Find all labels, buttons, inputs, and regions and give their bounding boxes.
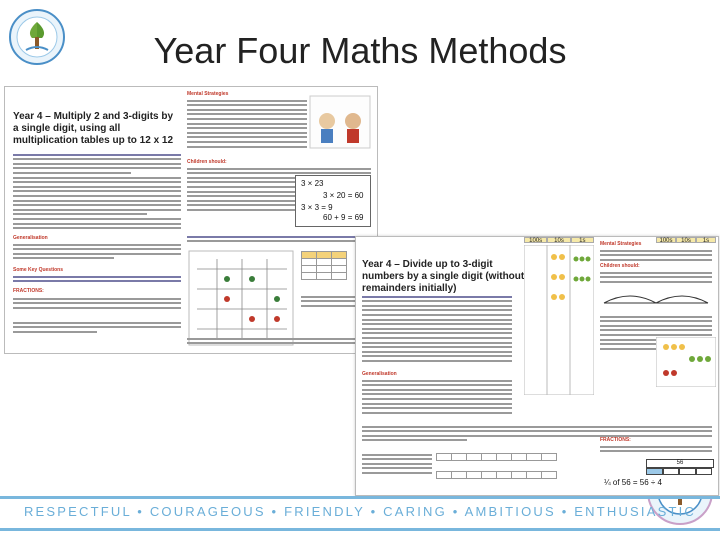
place-value-header — [524, 237, 594, 243]
division-method-sheet — [355, 236, 719, 496]
tens-header-right: 10s — [676, 237, 696, 243]
example-expression: 3 × 23 — [301, 179, 324, 188]
children-should-heading: Children should: — [187, 159, 227, 165]
bottom-text — [187, 335, 371, 347]
generalisation-text — [362, 377, 512, 416]
children-example-text — [187, 233, 371, 245]
place-value-table — [301, 251, 347, 280]
generalisation-heading: Generalisation — [13, 235, 48, 241]
ones-header: 1s — [571, 237, 594, 243]
bar-model-table — [436, 453, 557, 461]
generalisation-text — [13, 241, 181, 262]
fractions-text — [600, 443, 712, 455]
page-title: Year Four Maths Methods — [153, 30, 567, 71]
left-text-block — [362, 293, 512, 365]
place-value-counters — [524, 245, 594, 395]
footer-top-rule — [0, 496, 720, 499]
school-values-footer: RESPECTFUL • COURAGEOUS • FRIENDLY • CARING • AMBITIOUS • ENTHUSIASTIC — [23, 504, 697, 519]
mental-strategies-heading: Mental Strategies — [187, 91, 229, 97]
mental-strategies-text — [600, 247, 712, 263]
left-text-block — [13, 151, 181, 232]
footer-bottom-rule — [0, 528, 720, 531]
grid-method-illustration — [187, 249, 297, 349]
counters-grid-illustration — [656, 337, 716, 387]
bar-model-whole: 56 — [646, 459, 714, 468]
partitioning-illustration — [309, 95, 371, 149]
multiplication-method-sheet — [4, 86, 378, 354]
example-step-total: 60 + 9 = 69 — [323, 213, 364, 222]
note-text — [362, 423, 712, 444]
sheet-heading: Year 4 – Multiply 2 and 3-digits by a single digit, using all multiplication tables up to 12 x 12 — [13, 111, 174, 146]
sheet-heading: Year 4 – Divide up to 3-digit numbers by a single digit (without remainders initially) — [362, 259, 525, 294]
hundreds-header: 100s — [524, 237, 547, 243]
children-should-heading: Children should: — [600, 263, 640, 269]
key-questions-heading: Some Key Questions — [13, 267, 64, 273]
fractions-text — [13, 295, 181, 311]
ones-header-right: 1s — [696, 237, 716, 243]
mental-strategies-heading: Mental Strategies — [600, 241, 642, 247]
questions-text — [13, 273, 181, 285]
bar-model-table-2 — [436, 471, 557, 479]
generalisation-heading: Generalisation — [362, 371, 397, 377]
bar-model-parts — [646, 468, 712, 475]
example-step-tens: 3 × 20 = 60 — [323, 191, 364, 200]
fractions-heading: FRACTIONS: — [600, 437, 631, 443]
hundreds-header-right: 100s — [656, 237, 676, 243]
fraction-equation: ¼ of 56 = 56 ÷ 4 — [604, 478, 662, 487]
fractions-heading: FRACTIONS: — [13, 288, 44, 294]
bottom-left-text — [362, 451, 432, 477]
mental-strategies-text — [187, 97, 307, 150]
place-value-header-right — [656, 237, 716, 243]
tens-header: 10s — [547, 237, 570, 243]
example-step-ones: 3 × 3 = 9 — [301, 203, 333, 212]
children-should-text — [600, 269, 712, 285]
footnote-text — [13, 319, 181, 335]
number-line-illustration — [600, 287, 712, 309]
